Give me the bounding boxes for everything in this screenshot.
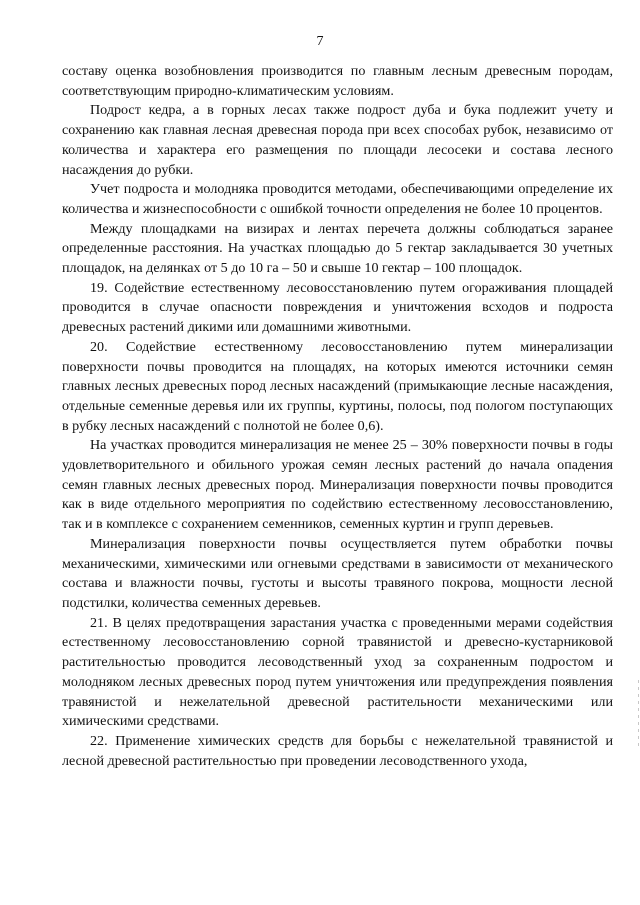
page-number: 7 — [316, 34, 324, 49]
paragraph-item-20: 20. Содействие естественному лесовосстановлению путем минерализации поверхности почвы проводится на площадях, на которых имеются источники семян главных лесных древесных пород лесных насаждений (примыкающие лесные насаждения, отдельные семенные деревья или их группы, куртины, полосы, под пологом поступающих в рубку лесных насаждений с полнотой не более 0,6). — [62, 338, 613, 434]
paragraph-mineralization-share: На участках проводится минерализация не менее 25 – 30% поверхности почвы в годы удовлетворительного и обильного урожая семян лесных растений до начала опадения семян главных лесных древесных пород. Минерализация поверхности почвы проводится как в виде отдельного мероприятия по содействию естественному лесовосстановлению, так и в комплексе с сохранением семенников, семенных куртин и групп деревьев. — [62, 437, 613, 533]
page-body — [62, 62, 613, 771]
paragraph-cedar-undergrowth: Подрост кедра, а в горных лесах также подрост дуба и бука подлежит учету и сохранению как главная лесная древесная порода при всех способах рубок, независимо от количества и характера его размещения по площади лесосеки и состава лесного насаждения до рубки. — [62, 102, 613, 178]
paragraph-mineralization-methods: Минерализация поверхности почвы осуществляется путем обработки почвы механическими, химическими или огневыми средствами в зависимости от механического состава и влажности почвы, густоты и высоты травяного покрова, мощности лесной подстилки, количества семенных деревьев. — [62, 535, 613, 611]
scan-edge-mark — [638, 680, 639, 750]
paragraph-undergrowth-accounting: Учет подроста и молодняка проводится методами, обеспечивающими определение их количества и жизнеспособности с ошибкой точности определения не более 10 процентов. — [62, 181, 613, 217]
paragraph-item-22: 22. Применение химических средств для борьбы с нежелательной травянистой и лесной древесной растительностью при проведении лесоводственного ухода, — [62, 732, 613, 769]
paragraph-item-19: 19. Содействие естественному лесовосстановлению путем огораживания площадей проводится в случае опасности повреждения и уничтожения всходов и подроста древесных растений дикими или домашними животными. — [62, 279, 613, 336]
paragraph-continuation: составу оценка возобновления производится по главным лесным древесным породам, соответствующим природно-климатическим условиям. — [62, 63, 613, 99]
paragraph-plot-distances: Между площадками на визирах и лентах перечета должны соблюдаться заранее определенные расстояния. На участках площадью до 5 гектар закладывается 30 учетных площадок, на делянках от 5 до 10 га – 50 и свыше 10 гектар – 100 площадок. — [62, 220, 613, 277]
paragraph-item-21: 21. В целях предотвращения зарастания участка с проведенными мерами содействия естественному лесовосстановлению сорной травянистой и древесно-кустарниковой растительностью проводится лесоводственный уход за сохраненным подростом и молодняком лесных древесных пород путем уничтожения или предупреждения появления травянистой и нежелательной древесной растительности механическими или химическими средствами. — [62, 614, 613, 730]
